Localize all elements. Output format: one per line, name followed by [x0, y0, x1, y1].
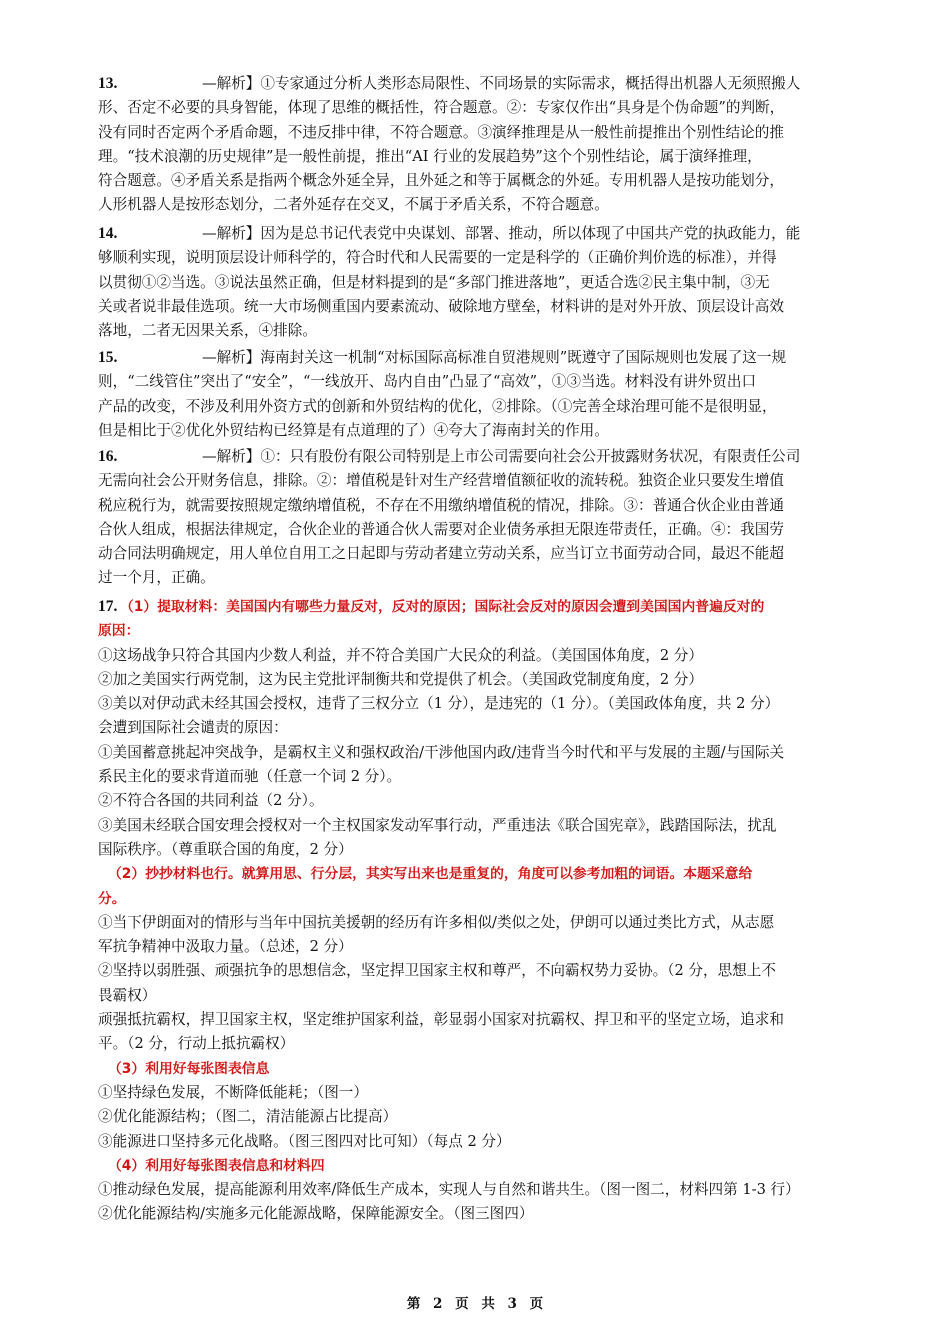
- answer-line: ③美国未经联合国安理会授权对一个主权国家发动军事行动，严重违法《联合国宪章》，践踏国际法，扰乱: [98, 816, 777, 834]
- footer-label-gong: 共: [481, 1296, 495, 1312]
- answer-line: 落地，二者无因果关系，④排除。: [98, 322, 317, 340]
- answer-line: 够顺利实现，说明顶层设计师科学的，符合时代和人民需要的一定是科学的（正确价判价选的标准），并得: [98, 249, 777, 267]
- answer-line: ①美国蓄意挑起冲突战争，是霸权主义和强权政治/干涉他国内政/违背当今时代和平与发展的主题/与国际关: [98, 743, 785, 761]
- answer-line: ②优化能源结构/实施多元化能源战略，保障能源安全。（图三图四）: [98, 1205, 534, 1223]
- answer-line: ①坚持绿色发展，不断降低能耗；（图一）: [98, 1083, 368, 1101]
- answer-line: —解析】①：只有股份有限公司特别是上市公司需要向社会公开披露财务状况，有限责任公司: [202, 448, 801, 465]
- answer-line: ③美以对伊动武未经其国会授权，违背了三权分立（1 分），是违宪的（1 分）。（美国政体角度，共 2 分）: [98, 695, 780, 713]
- answer-15: [98, 346, 884, 443]
- footer-label-ye: 页: [455, 1296, 469, 1312]
- answer-13: [98, 72, 884, 218]
- answer-line: 关或者说非最佳选项。统一大市场侧重国内要素流动、破除地方壁垒，材料讲的是对外开放、顶层设计高效: [98, 297, 784, 315]
- question-number-14: 14.: [98, 225, 118, 242]
- question-number-15: 15.: [98, 349, 118, 366]
- question-number-16: 16.: [98, 448, 118, 465]
- answer-line: ①这场战争只符合其国内少数人利益，并不符合美国广大民众的利益。（美国国体角度，2 分）: [98, 646, 703, 664]
- footer-label-ye-2: 页: [529, 1296, 544, 1312]
- answer-line: 军抗争精神中汲取力量。（总述，2 分）: [98, 938, 353, 956]
- answer-line: ①当下伊朗面对的情形与当年中国抗美援朝的经历有许多相似/类似之处，伊朗可以通过类比方式，从志愿: [98, 913, 775, 931]
- answer-14: [98, 222, 884, 343]
- answer-line: ①推动绿色发展，提高能源利用效率/降低生产成本，实现人与自然和谐共生。（图一图二，材料四第 1-3 行）: [98, 1181, 800, 1199]
- answer-line: 系民主化的要求背道而驰（任意一个词 2 分）。: [98, 768, 402, 786]
- answer-line: ②不符合各国的共同利益（2 分）。: [98, 792, 324, 810]
- answer-line: 符合题意。④矛盾关系是指两个概念外延全异，且外延之和等于属概念的外延。专用机器人是按功能划分，: [98, 172, 784, 190]
- answer-line: 无需向社会公开财务信息，排除。②：增值税是针对生产经营增值额征收的流转税。独资企业只要发生增值: [98, 472, 784, 490]
- answer-line: —解析】①专家通过分析人类形态局限性、不同场景的实际需求，概括得出机器人无须照搬人: [202, 75, 801, 92]
- section-heading-1: （1）提取材料：美国国内有哪些力量反对，反对的原因；国际社会反对的原因会遭到美国国内普遍反对的: [120, 599, 765, 615]
- answer-line: 但是相比于②优化外贸结构已经算是有点道理的了）④夸大了海南封关的作用。: [98, 421, 609, 439]
- answer-line: 形、否定不必要的具身智能，体现了思维的概括性，符合题意。②：专家仅作出“具身是个伪命题”的判断，: [98, 99, 785, 117]
- answer-line: 平。（2 分，行动上抵抗霸权）: [98, 1035, 295, 1053]
- page-footer: [0, 1292, 950, 1316]
- answer-line: 则，“二线管住”突出了“安全”，“一线放开、岛内自由”凸显了“高效”，①③当选。材料没有讲外贸出口: [98, 373, 757, 391]
- answer-line: 税应税行为，就需要按照规定缴纳增值税，不存在不用缴纳增值税的情况，排除。③：普通合伙企业由普通: [98, 496, 784, 514]
- question-number-17: 17.: [98, 598, 118, 615]
- answer-line: ②坚持以弱胜强、顽强抗争的思想信念，坚定捍卫国家主权和尊严，不向霸权势力妥协。（2 分，思想上不: [98, 962, 776, 980]
- answer-line: 理。“技术浪潮的历史规律”是一般性前提，推出“AI 行业的发展趋势”这个个别性结论，属于演绎推理，: [98, 147, 762, 165]
- section-heading-3: （3）利用好每张图表信息: [108, 1060, 270, 1077]
- answer-line: 动合同法明确规定，用人单位自用工之日起即与劳动者建立劳动关系，应当订立书面劳动合同，最迟不能超: [98, 545, 784, 563]
- answer-line: —解析】海南封关这一机制“对标国际高标准自贸港规则”既遵守了国际规则也发展了这一规: [202, 349, 787, 366]
- answer-line: ②优化能源结构；（图二，清洁能源占比提高）: [98, 1108, 398, 1126]
- answer-line: 畏霸权）: [98, 986, 157, 1004]
- answer-line: 国际秩序。（尊重联合国的角度，2 分）: [98, 840, 353, 858]
- footer-label-di: 第: [406, 1296, 421, 1312]
- answer-line: 会遭到国际社会谴责的原因：: [98, 719, 288, 737]
- answer-line: —解析】因为是总书记代表党中央谋划、部署、推动，所以体现了中国共产党的执政能力，能: [202, 225, 801, 242]
- answer-line: 没有同时否定两个矛盾命题，不违反排中律，不符合题意。③演绎推理是从一般性前提推出个别性结论的推: [98, 123, 784, 141]
- answer-line: 以贯彻①②当选。③说法虽然正确，但是材料提到的是“多部门推进落地”，更适合选②民主集中制，③无: [98, 273, 770, 291]
- answer-line: 合伙人组成，根据法律规定，合伙企业的普通合伙人需要对企业债务承担无限连带责任，正确。④：我国劳: [98, 520, 784, 538]
- answer-line: 产品的改变，不涉及利用外资方式的创新和外贸结构的优化，②排除。（①完善全球治理可能不是很明显，: [98, 397, 777, 415]
- answer-line: 顽强抵抗霸权，捍卫国家主权，坚定维护国家利益，彰显弱小国家对抗霸权、捍卫和平的坚定立场，追求和: [98, 1011, 784, 1029]
- footer-total-pages: 3: [507, 1296, 517, 1312]
- section-heading-1-cont: 原因：: [98, 623, 140, 640]
- answer-line: ②加之美国实行两党制，这为民主党批评制衡共和党提供了机会。（美国政党制度角度，2 分）: [98, 670, 703, 688]
- answer-17: [98, 595, 884, 1227]
- question-number-13: 13.: [98, 75, 118, 92]
- answer-line: 过一个月，正确。: [98, 569, 215, 587]
- answer-16: [98, 445, 884, 591]
- answer-line: 人形机器人是按形态划分，二者外延存在交叉，不属于矛盾关系，不符合题意。: [98, 196, 609, 214]
- footer-page-number: 2: [433, 1296, 443, 1312]
- section-heading-4: （4）利用好每张图表信息和材料四: [108, 1157, 325, 1174]
- section-heading-2-cont: 分。: [98, 890, 126, 907]
- section-heading-2: （2）抄抄材料也行。就算用思、行分层，其实写出来也是重复的，角度可以参考加粗的词语。本题采意给: [108, 866, 753, 883]
- answer-line: ③能源进口坚持多元化战略。（图三图四对比可知）（每点 2 分）: [98, 1132, 511, 1150]
